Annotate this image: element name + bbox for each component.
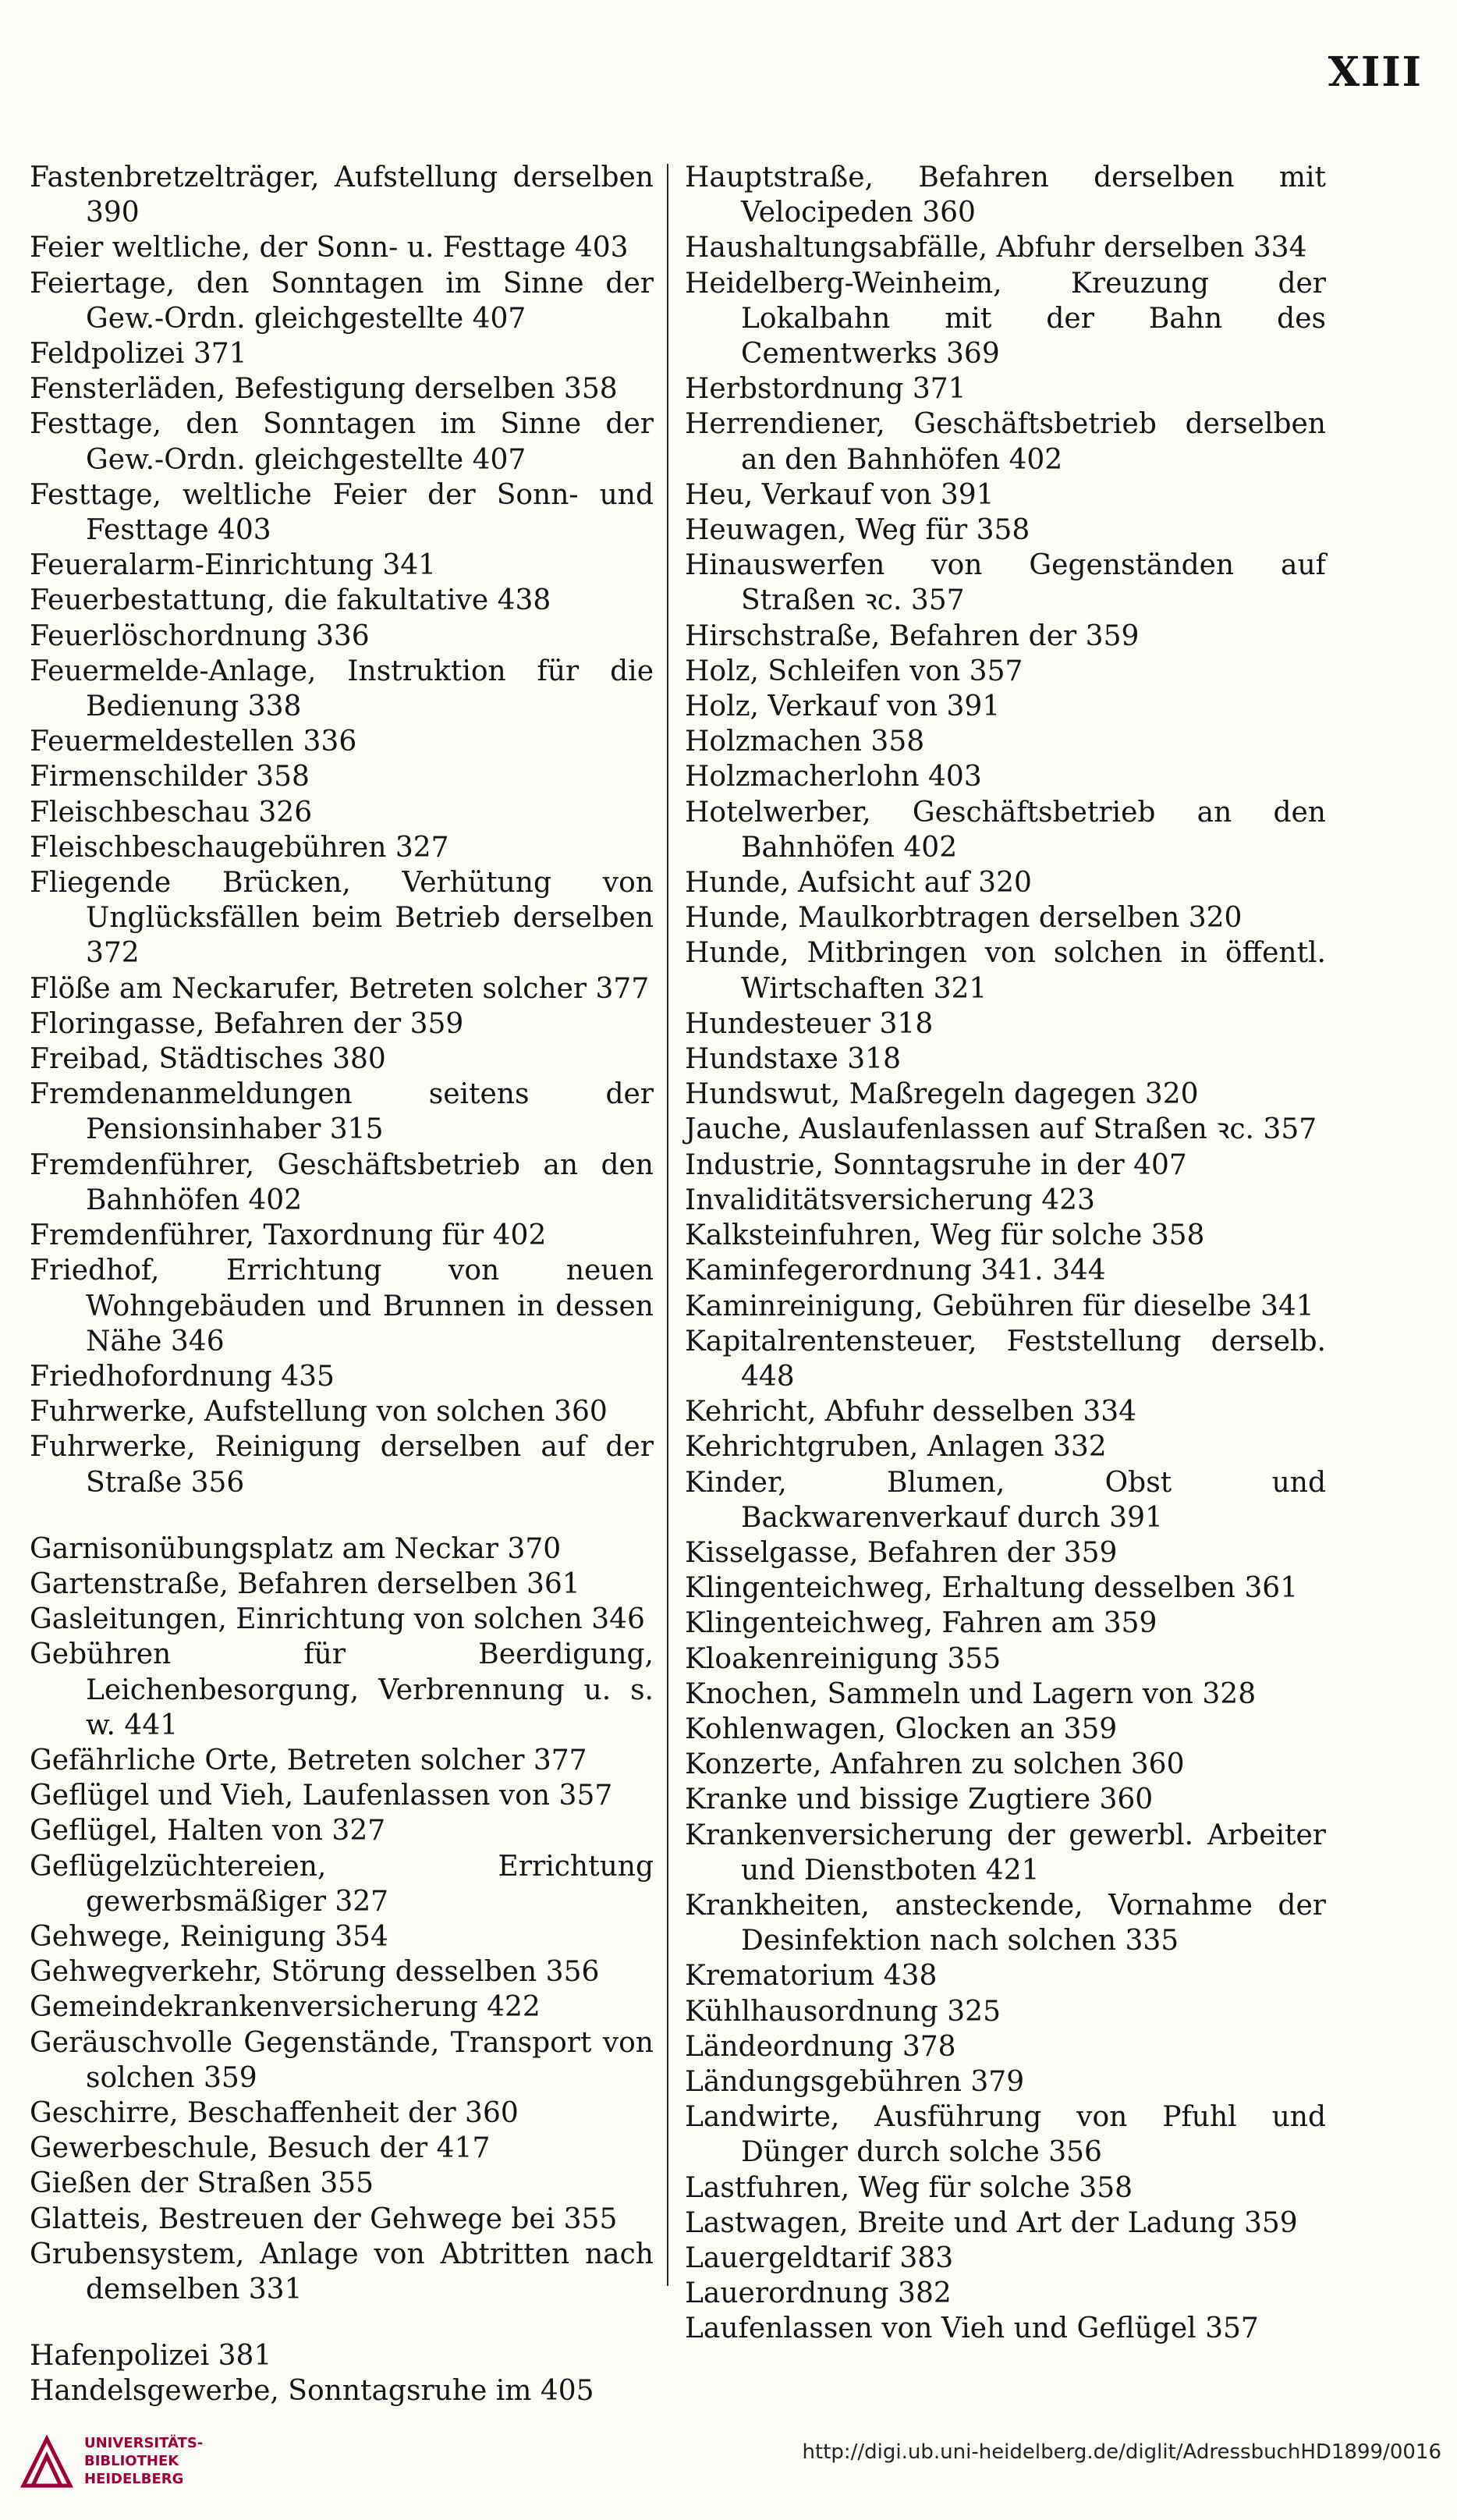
index-entry: Hauptstraße, Befahren derselben mit Velocipeden 360: [685, 161, 1326, 229]
index-entry: Laufenlassen von Vieh und Geflügel 357: [685, 2312, 1259, 2345]
index-entry: Festtage, weltliche Feier der Sonn- und Festtage 403: [30, 478, 654, 547]
index-entry: Grubensystem, Anlage von Abtritten nach demselben 331: [30, 2238, 654, 2305]
index-entry: Fastenbretzelträger, Aufstellung derselben 390: [30, 161, 654, 229]
index-entry: Fleischbeschaugebühren 327: [30, 831, 449, 864]
index-entry: Freibad, Städtisches 380: [30, 1043, 386, 1076]
section-gap: [30, 2307, 654, 2338]
index-entry: Garnisonübungsplatz am Neckar 370: [30, 1532, 562, 1565]
index-entry: Kühlhausordnung 325: [685, 1995, 1001, 2028]
index-entry: Holz, Schleifen von 357: [685, 655, 1023, 687]
index-entry: Lastwagen, Breite und Art der Ladung 359: [685, 2206, 1298, 2239]
index-entry: Konzerte, Anfahren zu solchen 360: [685, 1748, 1185, 1781]
index-entry: Geflügel und Vieh, Laufenlassen von 357: [30, 1780, 613, 1812]
section-gap: [30, 1500, 654, 1532]
index-entry: Fuhrwerke, Aufstellung von solchen 360: [30, 1396, 608, 1429]
index-entry: Gehwege, Reinigung 354: [30, 1920, 388, 1953]
logo-line: HEIDELBERG: [84, 2471, 184, 2487]
index-entry: Glatteis, Bestreuen der Gehwege bei 355: [30, 2202, 618, 2235]
index-entry: Fleischbeschau 326: [30, 796, 313, 829]
index-entry: Invaliditätsversicherung 423: [685, 1184, 1095, 1216]
index-entry: Haushaltungsabfälle, Abfuhr derselben 334: [685, 232, 1307, 264]
index-entry: Gewerbeschule, Besuch der 417: [30, 2132, 491, 2165]
index-entry: Gemeindekrankenversicherung 422: [30, 1991, 541, 2024]
index-column-right: [685, 160, 1326, 2347]
index-entry: Friedhof, Errichtung von neuen Wohngebäuden und Brunnen in dessen Nähe 346: [30, 1255, 654, 1358]
index-entry: Klingenteichweg, Fahren am 359: [685, 1607, 1157, 1640]
index-entry: Feiertage, den Sonntagen im Sinne der Gew.-Ordn. gleichgestellte 407: [30, 267, 654, 335]
index-entry: Kaminreinigung, Gebühren für dieselbe 341: [685, 1290, 1314, 1322]
library-logo-icon: [17, 2433, 76, 2492]
index-entry: Feldpolizei 371: [30, 338, 247, 371]
index-column-left: [30, 160, 654, 2409]
index-entry: Feuerbestattung, die fakultative 438: [30, 584, 551, 617]
index-entry: Fliegende Brücken, Verhütung von Unglücksfällen beim Betrieb derselben 372: [30, 867, 654, 970]
index-entry: Kehricht, Abfuhr desselben 334: [685, 1396, 1137, 1429]
index-entry: Hunde, Mitbringen von solchen in öffentl. Wirtschaften 321: [685, 937, 1326, 1005]
index-entry: Hafenpolizei 381: [30, 2340, 272, 2373]
index-entry: Landwirte, Ausführung von Pfuhl und Dünger durch solche 356: [685, 2101, 1326, 2169]
index-entry: Heu, Verkauf von 391: [685, 478, 994, 511]
index-entry: Feier weltliche, der Sonn- u. Festtage 403: [30, 232, 629, 264]
index-entry: Feueralarm-Einrichtung 341: [30, 549, 437, 582]
index-entry: Knochen, Sammeln und Lagern von 328: [685, 1677, 1257, 1710]
index-entry: Kinder, Blumen, Obst und Backwarenverkauf durch 391: [685, 1466, 1326, 1534]
index-entry: Krankenversicherung der gewerbl. Arbeiter und Dienstboten 421: [685, 1819, 1326, 1886]
index-entry: Geflügel, Halten von 327: [30, 1815, 386, 1847]
index-entry: Fensterläden, Befestigung derselben 358: [30, 373, 618, 406]
index-entry: Geräuschvolle Gegenstände, Transport von solchen 359: [30, 2026, 654, 2094]
index-entry: Holzmachen 358: [685, 726, 925, 758]
index-entry: Holzmacherlohn 403: [685, 761, 982, 793]
index-entry: Fuhrwerke, Reinigung derselben auf der Straße 356: [30, 1431, 654, 1499]
index-entry: Kohlenwagen, Glocken an 359: [685, 1713, 1118, 1745]
index-entry: Herrendiener, Geschäftsbetrieb derselben an den Bahnhöfen 402: [685, 408, 1326, 476]
index-entry: Kalksteinfuhren, Weg für solche 358: [685, 1219, 1205, 1252]
index-entry: Fremdenführer, Geschäftsbetrieb an den Bahnhöfen 402: [30, 1148, 654, 1216]
page-number: XIII: [1328, 48, 1423, 96]
index-entry: Gehwegverkehr, Störung desselben 356: [30, 1956, 600, 1989]
index-entry: Industrie, Sonntagsruhe in der 407: [685, 1148, 1187, 1181]
index-entry: Gießen der Straßen 355: [30, 2167, 374, 2200]
index-entry: Feuerlöschordnung 336: [30, 619, 370, 652]
index-entry: Kisselgasse, Befahren der 359: [685, 1536, 1118, 1569]
index-entry: Kapitalrentensteuer, Feststellung derselb. 448: [685, 1325, 1326, 1393]
index-entry: Kloakenreinigung 355: [685, 1642, 1001, 1675]
index-entry: Floringasse, Befahren der 359: [30, 1007, 464, 1040]
source-url-link[interactable]: http://digi.ub.uni-heidelberg.de/diglit/AdressbuchHD1899/0016: [802, 2440, 1441, 2464]
index-entry: Fremdenanmeldungen seitens der Pensionsinhaber 315: [30, 1078, 654, 1146]
index-entry: Fremdenführer, Taxordnung für 402: [30, 1219, 547, 1252]
index-entry: Hirschstraße, Befahren der 359: [685, 619, 1140, 652]
index-entry: Geflügelzüchtereien, Errichtung gewerbsmäßiger 327: [30, 1850, 654, 1918]
index-entry: Festtage, den Sonntagen im Sinne der Gew.-Ordn. gleichgestellte 407: [30, 408, 654, 476]
index-entry: Gasleitungen, Einrichtung von solchen 346: [30, 1603, 645, 1636]
index-entry: Krankheiten, ansteckende, Vornahme der Desinfektion nach solchen 335: [685, 1889, 1326, 1957]
index-entry: Hundesteuer 318: [685, 1007, 934, 1040]
index-entry: Hundswut, Maßregeln dagegen 320: [685, 1078, 1199, 1111]
index-entry: Gebühren für Beerdigung, Leichenbesorgung, Verbrennung u. s. w. 441: [30, 1638, 654, 1741]
index-entry: Kehrichtgruben, Anlagen 332: [685, 1431, 1107, 1464]
index-entry: Lauergeldtarif 383: [685, 2241, 954, 2274]
index-entry: Handelsgewerbe, Sonntagsruhe im 405: [30, 2375, 594, 2408]
index-entry: Ländungsgebühren 379: [685, 2065, 1025, 2098]
index-entry: Jauche, Auslaufenlassen auf Straßen ꝛc. 357: [685, 1113, 1317, 1146]
index-entry: Feuermelde-Anlage, Instruktion für die Bedienung 338: [30, 655, 654, 723]
logo-line: UNIVERSITÄTS-: [84, 2435, 204, 2451]
index-entry: Hundstaxe 318: [685, 1043, 901, 1076]
logo-line: BIBLIOTHEK: [84, 2453, 179, 2469]
column-divider: [667, 164, 668, 2286]
index-entry: Flöße am Neckarufer, Betreten solcher 377: [30, 972, 650, 1005]
index-entry: Heuwagen, Weg für 358: [685, 514, 1030, 547]
index-entry: Krematorium 438: [685, 1960, 938, 1993]
footer: [0, 2403, 1457, 2520]
index-entry: Geschirre, Beschaffenheit der 360: [30, 2096, 519, 2129]
index-entry: Hunde, Aufsicht auf 320: [685, 867, 1032, 900]
index-entry: Gartenstraße, Befahren derselben 361: [30, 1567, 580, 1600]
index-entry: Hinauswerfen von Gegenständen auf Straßen ꝛc. 357: [685, 549, 1326, 617]
index-entry: Ländeordnung 378: [685, 2030, 956, 2063]
index-entry: Friedhofordnung 435: [30, 1360, 335, 1393]
index-entry: Klingenteichweg, Erhaltung desselben 361: [685, 1572, 1299, 1605]
index-entry: Kranke und bissige Zugtiere 360: [685, 1784, 1154, 1816]
index-entry: Holz, Verkauf von 391: [685, 690, 1001, 723]
index-entry: Feuermeldestellen 336: [30, 726, 357, 758]
index-entry: Firmenschilder 358: [30, 761, 310, 793]
index-entry: Lauerordnung 382: [685, 2277, 952, 2310]
index-entry: Herbstordnung 371: [685, 373, 966, 406]
index-entry: Lastfuhren, Weg für solche 358: [685, 2171, 1133, 2204]
index-entry: Hotelwerber, Geschäftsbetrieb an den Bahnhöfen 402: [685, 796, 1326, 864]
library-logo-text: [84, 2434, 203, 2488]
index-entry: Heidelberg-Weinheim, Kreuzung der Lokalbahn mit der Bahn des Cementwerks 369: [685, 267, 1326, 371]
index-entry: Kaminfegerordnung 341. 344: [685, 1255, 1106, 1287]
index-entry: Hunde, Maulkorbtragen derselben 320: [685, 902, 1243, 935]
index-entry: Gefährliche Orte, Betreten solcher 377: [30, 1744, 587, 1776]
